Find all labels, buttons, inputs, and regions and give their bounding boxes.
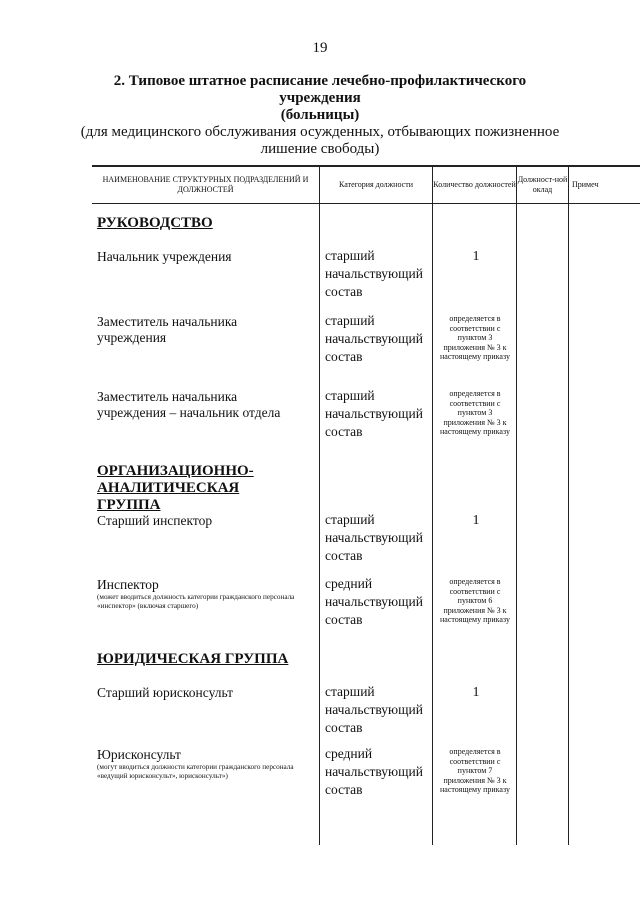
section-title-analytics: ОРГАНИЗАЦИОННО-АНАЛИТИЧЕСКАЯ ГРУППА — [97, 463, 254, 513]
document-title — [80, 73, 560, 158]
row-note: (могут вводиться должности категории гражданского персонала «ведущий юрисконсульт», юрисконсульт») — [97, 763, 294, 780]
row-name-text: Инспектор — [97, 577, 159, 592]
row-category: средний начальствующий состав — [325, 746, 423, 797]
row-quantity: определяется в соответствии с пунктом 3 приложения № 3 к настоящему приказу — [440, 389, 510, 436]
row-quantity: определяется в соответствии с пунктом 7 приложения № 3 к настоящему приказу — [440, 747, 510, 794]
row-name: Заместитель начальника учреждения – начальник отдела — [97, 389, 281, 420]
row-category: старший начальствующий состав — [325, 313, 423, 364]
header-category: Категория должности — [339, 180, 413, 189]
column-divider — [319, 165, 320, 845]
row-name: Старший юрисконсульт — [97, 685, 234, 700]
table-header-border — [92, 203, 640, 204]
row-quantity: 1 — [472, 685, 480, 700]
row-name: Начальник учреждения — [97, 249, 232, 264]
row-category: старший начальствующий состав — [325, 512, 423, 563]
title-line-2: (больницы) — [280, 107, 360, 123]
row-name-text: Юрисконсульт — [97, 747, 181, 762]
row-name-inspector — [97, 577, 312, 611]
section-title-management: РУКОВОДСТВО — [97, 215, 213, 231]
row-quantity: определяется в соответствии с пунктом 6 приложения № 3 к настоящему приказу — [440, 577, 510, 624]
section-title-legal: ЮРИДИЧЕСКАЯ ГРУППА — [97, 651, 289, 667]
header-quantity: Количество должностей — [433, 180, 516, 189]
staff-table — [92, 165, 640, 845]
row-note: (может вводиться должность категории гражданского персонала «инспектор» (включая старшего) — [97, 593, 295, 610]
title-line-4: лишение свободы) — [260, 141, 380, 157]
row-name-lawyer — [97, 747, 312, 781]
row-category: старший начальствующий состав — [325, 388, 423, 439]
row-quantity: определяется в соответствии с пунктом 3 приложения № 3 к настоящему приказу — [440, 314, 510, 361]
row-category: средний начальствующий состав — [325, 576, 423, 627]
column-divider — [516, 165, 517, 845]
row-category: старший начальствующий состав — [325, 248, 423, 299]
title-line-1: 2. Типовое штатное расписание лечебно-профилактического учреждения — [113, 73, 527, 106]
title-line-3: (для медицинского обслуживания осужденных, отбывающих пожизненное — [80, 124, 560, 140]
header-note: Примеч — [572, 180, 599, 189]
header-salary: Должност-ной оклад — [517, 175, 568, 194]
column-divider — [568, 165, 569, 845]
row-category: старший начальствующий состав — [325, 684, 423, 735]
row-name: Заместитель начальника учреждения — [97, 314, 238, 345]
header-name: НАИМЕНОВАНИЕ СТРУКТУРНЫХ ПОДРАЗДЕЛЕНИЙ И ДОЛЖНОСТЕЙ — [102, 175, 309, 194]
page-number: 19 — [312, 40, 328, 56]
row-quantity: 1 — [472, 249, 480, 264]
row-name: Старший инспектор — [97, 513, 213, 528]
row-quantity: 1 — [472, 513, 480, 528]
